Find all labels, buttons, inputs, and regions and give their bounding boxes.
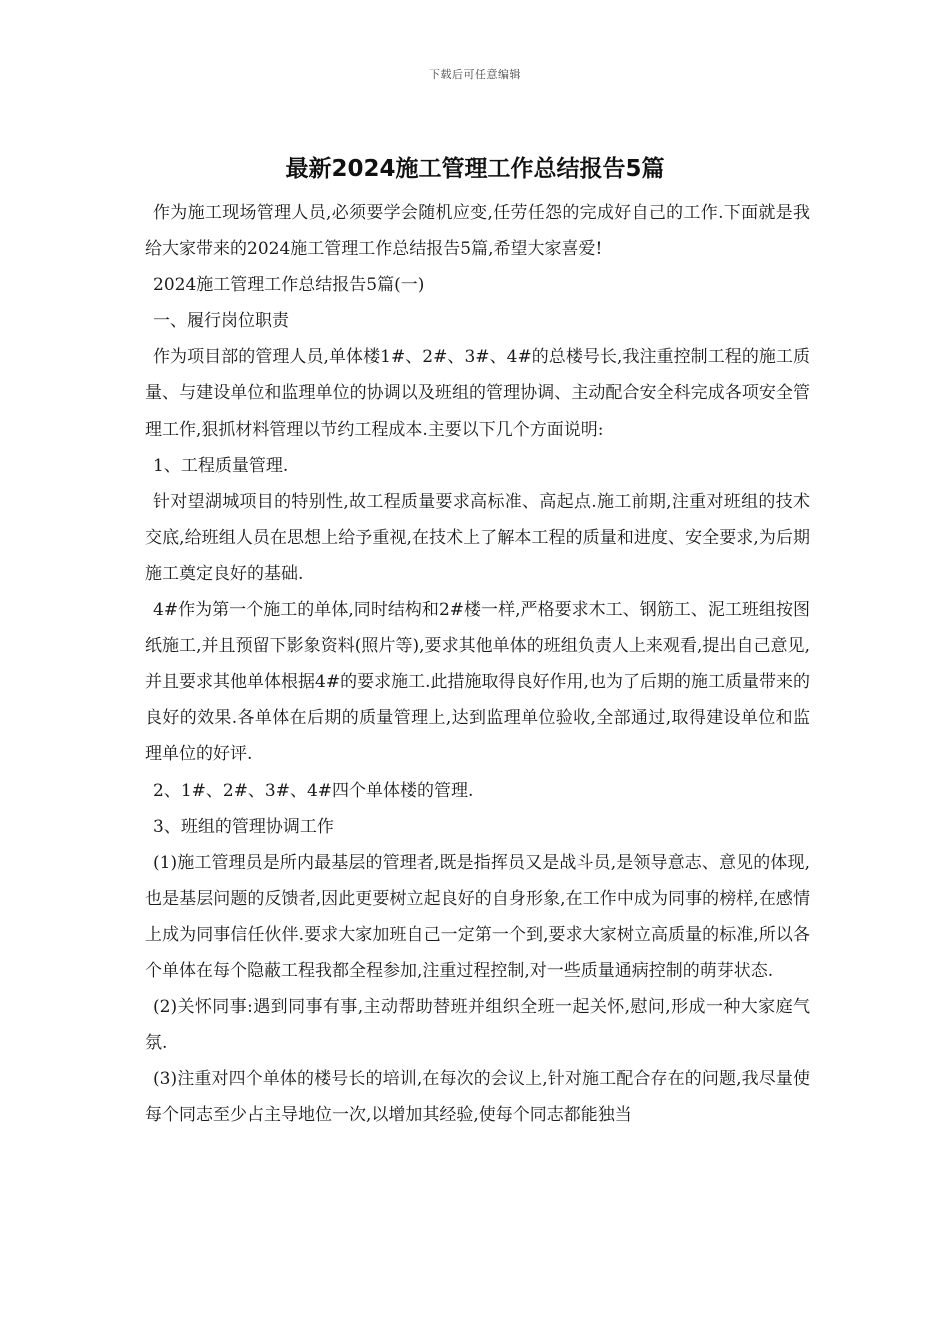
document-title: 最新2024施工管理工作总结报告5篇 [285,156,665,182]
paragraph-team-3: (3)注重对四个单体的楼号长的培训,在每次的会议上,针对施工配合存在的问题,我尽量使每个同志至少占主导地位一次,以增加其经验,使每个同志都能独当 [145,1069,810,1126]
paragraph-building-4: 4#作为第一个施工的单体,同时结构和2#楼一样,严格要求木工、钢筋工、泥工班组按图纸施工,并且预留下影象资料(照片等),要求其他单体的班组负责人上来观看,提出自己意见,并且要求其他单体根据4#的要求施工.此措施取得良好作用,也为了后期的施工质量带来的良好的效果.各单体在后期的质量管理上,达到监理单位验收,全部通过,取得建设单位和监理单位的好评. [145,600,810,765]
header-note: 下载后可任意编辑 [429,68,521,81]
paragraph-heading-quality: 1、工程质量管理. [153,455,289,476]
paragraph-team-1: (1)施工管理员是所内最基层的管理者,既是指挥员又是战斗员,是领导意志、意见的体现,也是基层问题的反馈者,因此更要树立起良好的自身形象,在工作中成为同事的榜样,在感情上成为同事信任伙伴.要求大家加班自己一定第一个到,要求大家树立高质量的标准,所以各个单体在每个隐蔽工程我都全程参加,注重过程控制,对一些质量通病控制的萌芽状态. [145,852,810,981]
paragraph-intro: 作为施工现场管理人员,必须要学会随机应变,任劳任怨的完成好自己的工作.下面就是我给大家带来的2024施工管理工作总结报告5篇,希望大家喜爱! [145,203,810,260]
paragraph-heading-buildings: 2、1#、2#、3#、4#四个单体楼的管理. [153,780,474,801]
paragraph-heading-duties: 一、履行岗位职责 [153,311,289,332]
paragraph-role: 作为项目部的管理人员,单体楼1#、2#、3#、4#的总楼号长,我注重控制工程的施工质量、与建设单位和监理单位的协调以及班组的管理协调、主动配合安全科完成各项安全管理工作,狠抓材料管理以节约工程成本.主要以下几个方面说明: [145,347,810,440]
paragraph-quality-intro: 针对望湖城项目的特别性,故工程质量要求高标准、高起点.施工前期,注重对班组的技术交底,给班组人员在思想上给予重视,在技术上了解本工程的质量和进度、安全要求,为后期施工奠定良好的基础. [145,491,810,584]
paragraph-section-heading: 2024施工管理工作总结报告5篇(一) [153,275,425,296]
document-body [145,195,810,1133]
paragraph-heading-teams: 3、班组的管理协调工作 [153,816,334,837]
paragraph-team-2: (2)关怀同事:遇到同事有事,主动帮助替班并组织全班一起关怀,慰问,形成一种大家庭气氛. [145,997,810,1054]
